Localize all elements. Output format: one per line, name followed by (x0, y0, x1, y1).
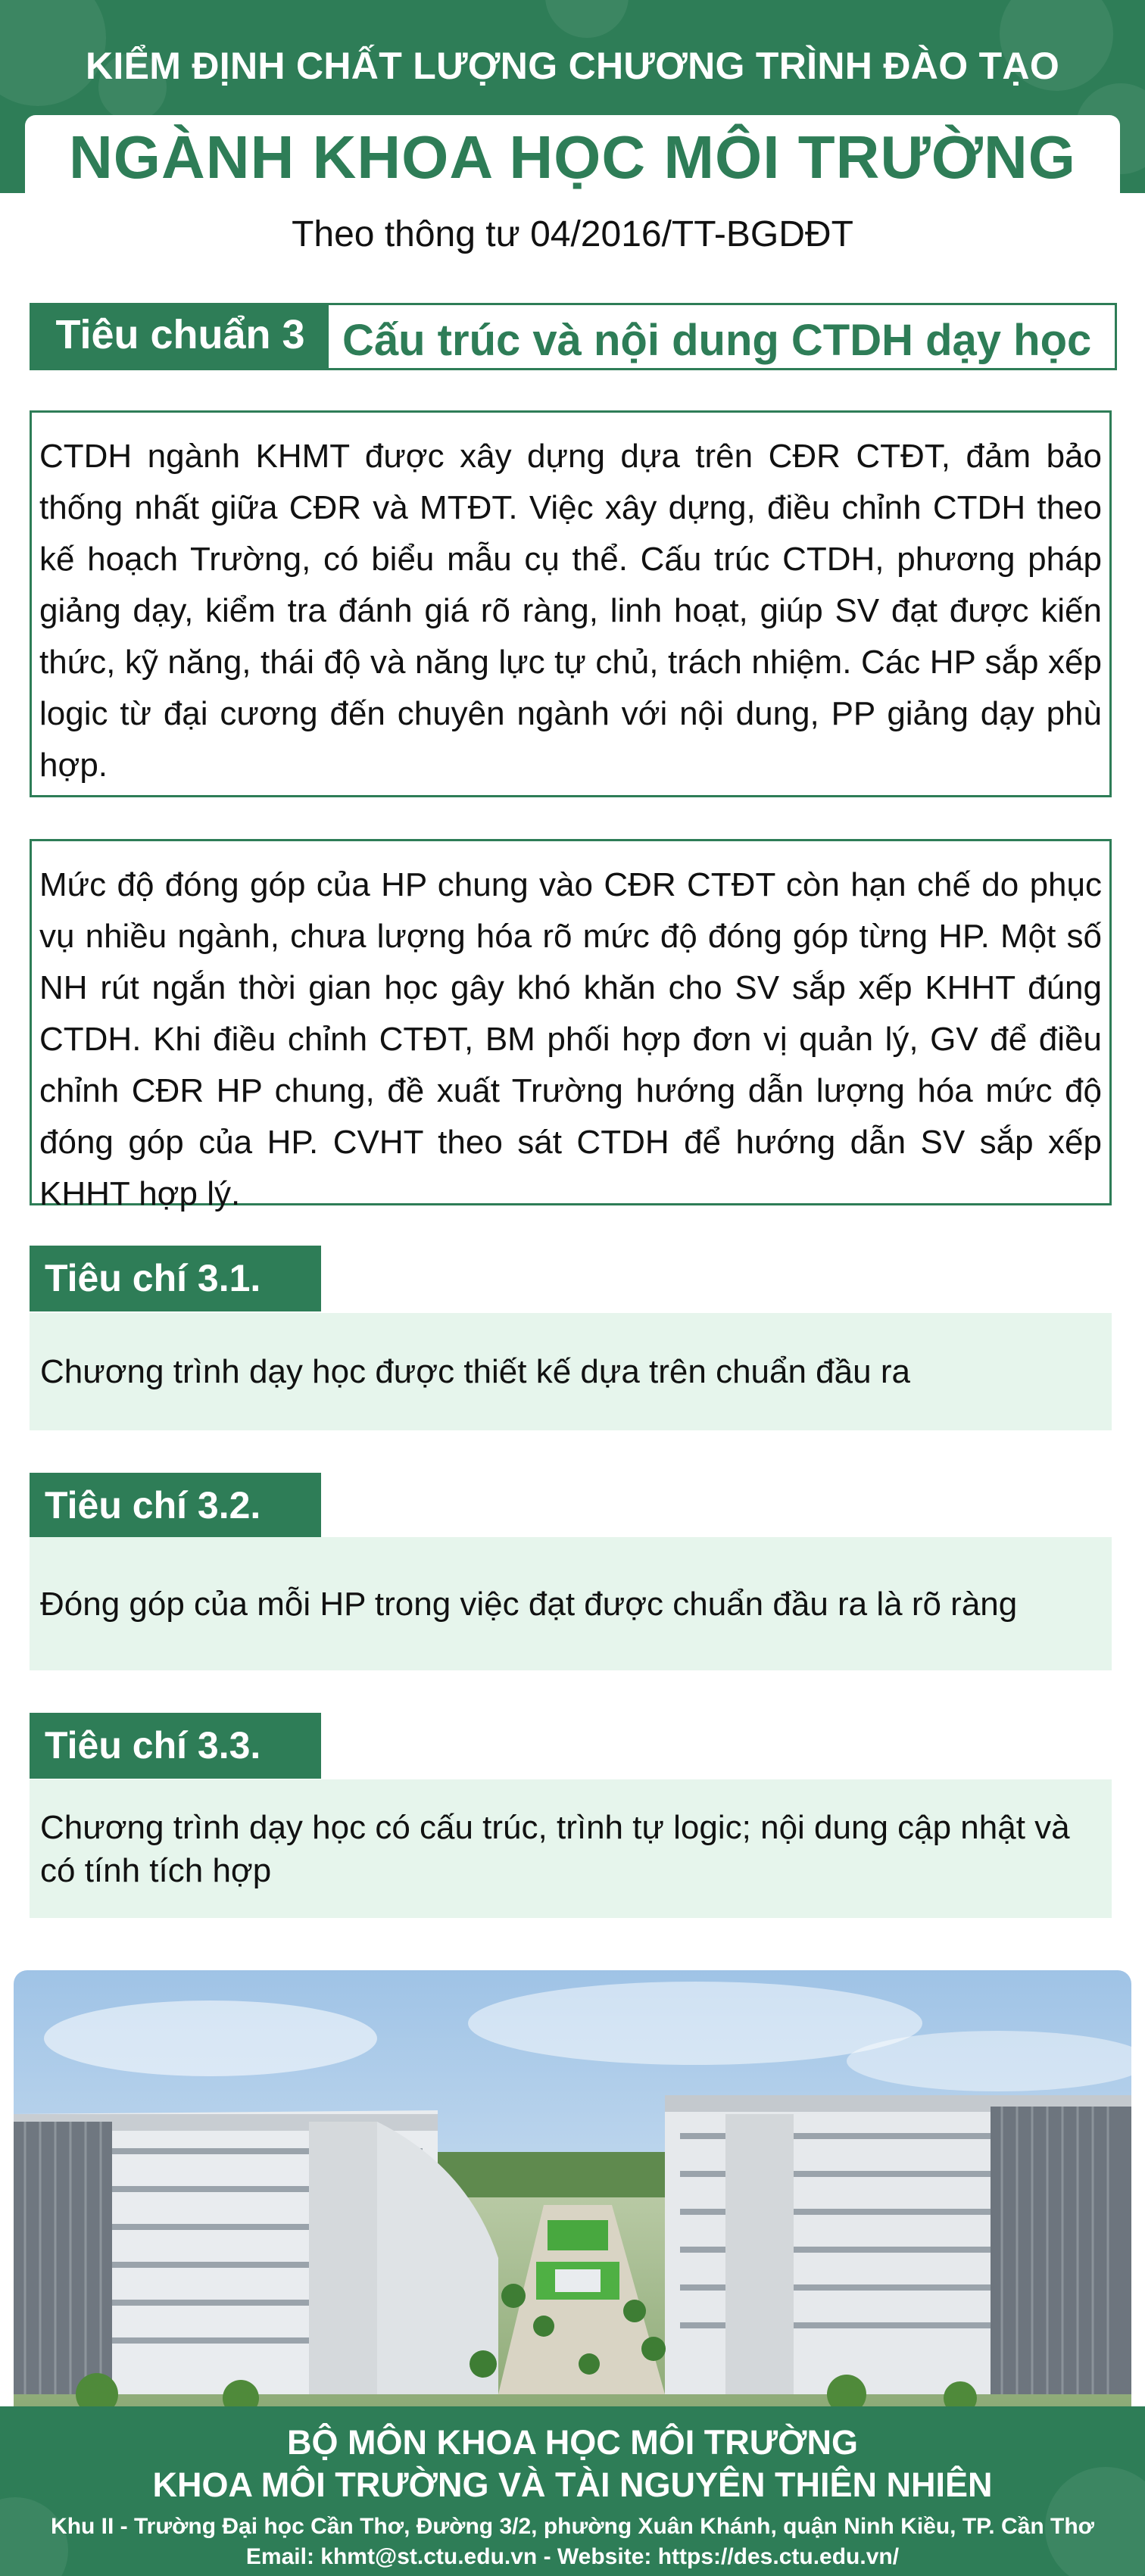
header-kicker: KIỂM ĐỊNH CHẤT LƯỢNG CHƯƠNG TRÌNH ĐÀO TẠO (85, 45, 1060, 87)
footer-department: BỘ MÔN KHOA HỌC MÔI TRƯỜNG (286, 2423, 858, 2462)
title-card (25, 115, 1120, 212)
standard-title: Cấu trúc và nội dung CTDH dạy học (342, 316, 1092, 365)
improvement-paragraph: Mức độ đóng góp của HP chung vào CĐR CTĐT còn hạn chế do phục vụ nhiều ngành, chưa lượng hóa rõ mức độ đóng góp từng HP. Một số NH rút ngắn thời gian học gây khó khăn cho SV sắp xếp KHHT đúng CTDH. Khi điều chỉnh CTĐT, BM phối hợp đơn vị quản lý, GV để điều chỉnh CĐR HP chung, đề xuất Trường hướng dẫn lượng hóa mức độ đóng góp của HP. CVHT theo sát CTDH để hướng dẫn SV sắp xếp KHHT hợp lý. (30, 839, 1112, 1205)
criterion-text-content: Chương trình dạy học được thiết kế dựa trên chuẩn đầu ra (40, 1353, 910, 1390)
criterion-label: Tiêu chí 3.3. (30, 1713, 321, 1779)
campus-illustration (14, 1970, 1131, 2425)
criterion-text (30, 1779, 1112, 1918)
footer (0, 2406, 1145, 2576)
footer-contact: Email: khmt@st.ctu.edu.vn - Website: https://des.ctu.edu.vn/ (245, 2544, 900, 2569)
standard-bar (30, 303, 1117, 370)
standard-label: Tiêu chuẩn 3 (32, 305, 329, 368)
criterion-text (30, 1313, 1112, 1430)
criterion-label: Tiêu chí 3.1. (30, 1246, 321, 1311)
page-title: NGÀNH KHOA HỌC MÔI TRƯỜNG (69, 123, 1076, 191)
decor-bubble (545, 0, 629, 38)
criterion-text (30, 1537, 1112, 1670)
campus-photo (14, 1970, 1131, 2425)
footer-address: Khu II - Trường Đại học Cần Thơ, Đường 3/2, phường Xuân Khánh, quận Ninh Kiều, TP. Cần Thơ (51, 2514, 1094, 2539)
page-subtitle: Theo thông tư 04/2016/TT-BGDĐT (292, 214, 853, 254)
footer-faculty: KHOA MÔI TRƯỜNG VÀ TÀI NGUYÊN THIÊN NHIÊN (152, 2465, 993, 2504)
criterion-label: Tiêu chí 3.2. (30, 1473, 321, 1539)
criterion-text-content: Chương trình dạy học có cấu trúc, trình tự logic; nội dung cập nhật và có tính tích hợp (40, 1808, 1070, 1889)
summary-paragraph: CTDH ngành KHMT được xây dựng dựa trên CĐR CTĐT, đảm bảo thống nhất giữa CĐR và MTĐT. Việc xây dựng, điều chỉnh CTDH theo kế hoạch Trường, có biểu mẫu cụ thể. Cấu trúc CTDH, phương pháp giảng dạy, kiểm tra đánh giá rõ ràng, linh hoạt, giúp SV đạt được kiến thức, kỹ năng, thái độ và năng lực tự chủ, trách nhiệm. Các HP sắp xếp logic từ đại cương đến chuyên ngành với nội dung, PP giảng dạy phù hợp. (30, 410, 1112, 797)
criterion-text-content: Đóng góp của mỗi HP trong việc đạt được chuẩn đầu ra là rõ ràng (40, 1585, 1018, 1623)
